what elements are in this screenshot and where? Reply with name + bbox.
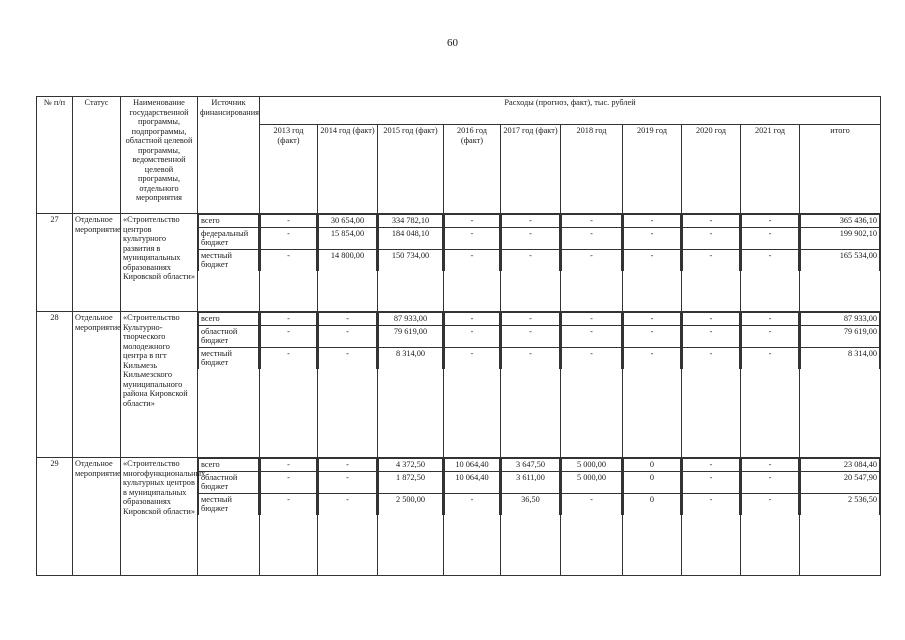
value-cell: 20 547,90 — [801, 471, 880, 493]
table-row — [37, 312, 881, 458]
value-cell: - — [261, 493, 317, 515]
value-cell: 0 — [624, 471, 681, 493]
row-status: Отдельное мероприятие — [73, 458, 121, 576]
value-cell: - — [445, 227, 500, 249]
source-label: областной бюджет — [199, 325, 259, 347]
row-values — [682, 214, 741, 312]
value-cell: 2 536,50 — [801, 493, 880, 515]
row-values — [682, 458, 741, 576]
row-values — [682, 312, 741, 458]
header-year: 2014 год (факт) — [318, 125, 378, 214]
value-cell: 79 619,00 — [801, 325, 880, 347]
value-cell: - — [683, 347, 740, 369]
row-values — [561, 458, 623, 576]
row-sources — [198, 214, 260, 312]
value-cell: - — [502, 249, 560, 271]
source-label: всего — [199, 459, 259, 472]
source-label: федеральный бюджет — [199, 227, 259, 249]
header-status: Статус — [73, 97, 121, 214]
value-cell: - — [261, 227, 317, 249]
row-values — [318, 312, 378, 458]
value-cell: 5 000,00 — [562, 471, 622, 493]
row-num: 28 — [37, 312, 73, 458]
row-values — [260, 214, 318, 312]
value-cell: - — [319, 313, 377, 326]
value-cell: - — [742, 227, 799, 249]
row-values — [800, 312, 881, 458]
value-cell: - — [742, 347, 799, 369]
value-cell: - — [502, 347, 560, 369]
value-cell: 3 647,50 — [502, 459, 560, 472]
value-cell: - — [445, 313, 500, 326]
value-cell: - — [742, 471, 799, 493]
value-cell: - — [742, 215, 799, 228]
value-cell: - — [261, 459, 317, 472]
value-cell: 0 — [624, 459, 681, 472]
value-cell: 8 314,00 — [379, 347, 443, 369]
value-cell: - — [502, 215, 560, 228]
header-expenses: Расходы (прогноз, факт), тыс. рублей — [260, 97, 881, 125]
header-name: Наименование государственной программы, подпрограммы, областной целевой программы, ведомственной целевой программы, отдельного мероприятия — [121, 97, 198, 214]
value-cell: - — [562, 227, 622, 249]
row-values — [623, 458, 682, 576]
row-values — [741, 312, 800, 458]
value-cell: 1 872,50 — [379, 471, 443, 493]
value-cell: - — [624, 215, 681, 228]
source-label: областной бюджет — [199, 471, 259, 493]
value-cell: - — [319, 459, 377, 472]
header-year: 2019 год — [623, 125, 682, 214]
header-year: 2013 год (факт) — [260, 125, 318, 214]
value-cell: - — [562, 215, 622, 228]
row-values — [501, 458, 561, 576]
value-cell: 3 611,00 — [502, 471, 560, 493]
row-name: «Строительство многофункциональных культурных центров в муниципальных образованиях Кировской области» — [121, 458, 198, 576]
row-values — [741, 214, 800, 312]
header-num: № п/п — [37, 97, 73, 214]
value-cell: 199 902,10 — [801, 227, 880, 249]
value-cell: - — [562, 313, 622, 326]
value-cell: 0 — [624, 493, 681, 515]
table-row — [37, 458, 881, 576]
value-cell: - — [624, 347, 681, 369]
value-cell: 184 048,10 — [379, 227, 443, 249]
value-cell: - — [502, 227, 560, 249]
value-cell: 30 654,00 — [319, 215, 377, 228]
value-cell: 10 064,40 — [445, 471, 500, 493]
value-cell: - — [261, 313, 317, 326]
value-cell: - — [683, 249, 740, 271]
value-cell: - — [742, 325, 799, 347]
row-values — [444, 312, 501, 458]
value-cell: - — [502, 313, 560, 326]
value-cell: - — [683, 459, 740, 472]
value-cell: 150 734,00 — [379, 249, 443, 271]
header-year: 2017 год (факт) — [501, 125, 561, 214]
row-values — [378, 214, 444, 312]
value-cell: 36,50 — [502, 493, 560, 515]
expenses-table — [36, 96, 881, 576]
value-cell: 14 800,00 — [319, 249, 377, 271]
row-name: «Строительство Культурно-творческого молодежного центра в пгт Кильмезь Кильмезского муниципального района Кировской области» — [121, 312, 198, 458]
value-cell: - — [562, 493, 622, 515]
value-cell: - — [319, 471, 377, 493]
value-cell: - — [683, 471, 740, 493]
value-cell: - — [683, 227, 740, 249]
value-cell: - — [624, 227, 681, 249]
row-values — [444, 458, 501, 576]
value-cell: - — [742, 459, 799, 472]
row-values — [318, 458, 378, 576]
value-cell: - — [683, 493, 740, 515]
row-values — [378, 312, 444, 458]
value-cell: - — [261, 471, 317, 493]
value-cell: 10 064,40 — [445, 459, 500, 472]
header-row — [37, 97, 881, 125]
source-label: местный бюджет — [199, 249, 259, 271]
value-cell: - — [261, 325, 317, 347]
row-values — [260, 312, 318, 458]
value-cell: - — [445, 347, 500, 369]
value-cell: - — [683, 215, 740, 228]
value-cell: - — [261, 347, 317, 369]
header-year: 2015 год (факт) — [378, 125, 444, 214]
source-label: всего — [199, 215, 259, 228]
row-values — [501, 214, 561, 312]
row-num: 29 — [37, 458, 73, 576]
value-cell: - — [445, 215, 500, 228]
value-cell: - — [624, 249, 681, 271]
table-body — [37, 97, 881, 576]
value-cell: - — [445, 493, 500, 515]
value-cell: - — [742, 313, 799, 326]
value-cell: - — [742, 493, 799, 515]
row-values — [318, 214, 378, 312]
row-name: «Строительство центров культурного развития в муниципальных образованиях Кировской области» — [121, 214, 198, 312]
row-values — [561, 214, 623, 312]
row-status: Отдельное мероприятие — [73, 312, 121, 458]
value-cell: - — [445, 325, 500, 347]
value-cell: 23 084,40 — [801, 459, 880, 472]
source-label: местный бюджет — [199, 493, 259, 515]
row-values — [623, 312, 682, 458]
row-values — [800, 214, 881, 312]
row-num: 27 — [37, 214, 73, 312]
value-cell: - — [562, 249, 622, 271]
value-cell: - — [319, 347, 377, 369]
row-values — [501, 312, 561, 458]
source-label: местный бюджет — [199, 347, 259, 369]
value-cell: - — [261, 249, 317, 271]
value-cell: 5 000,00 — [562, 459, 622, 472]
value-cell: - — [624, 313, 681, 326]
value-cell: 8 314,00 — [801, 347, 880, 369]
value-cell: - — [562, 325, 622, 347]
value-cell: - — [261, 215, 317, 228]
value-cell: - — [319, 493, 377, 515]
page-number: 60 — [447, 37, 458, 49]
row-values — [444, 214, 501, 312]
row-values — [623, 214, 682, 312]
row-values — [561, 312, 623, 458]
value-cell: - — [683, 325, 740, 347]
value-cell: 334 782,10 — [379, 215, 443, 228]
row-values — [741, 458, 800, 576]
row-values — [800, 458, 881, 576]
value-cell: 87 933,00 — [379, 313, 443, 326]
header-year: 2021 год — [741, 125, 800, 214]
value-cell: - — [562, 347, 622, 369]
value-cell: 87 933,00 — [801, 313, 880, 326]
header-year: итого — [800, 125, 881, 214]
value-cell: - — [502, 325, 560, 347]
value-cell: 79 619,00 — [379, 325, 443, 347]
value-cell: 165 534,00 — [801, 249, 880, 271]
value-cell: - — [319, 325, 377, 347]
value-cell: 15 854,00 — [319, 227, 377, 249]
row-values — [378, 458, 444, 576]
value-cell: 365 436,10 — [801, 215, 880, 228]
row-status: Отдельное мероприятие — [73, 214, 121, 312]
header-year: 2020 год — [682, 125, 741, 214]
table-row — [37, 214, 881, 312]
value-cell: - — [683, 313, 740, 326]
header-year: 2018 год — [561, 125, 623, 214]
row-sources — [198, 458, 260, 576]
value-cell: 4 372,50 — [379, 459, 443, 472]
value-cell: - — [742, 249, 799, 271]
value-cell: - — [445, 249, 500, 271]
row-sources — [198, 312, 260, 458]
source-label: всего — [199, 313, 259, 326]
value-cell: 2 500,00 — [379, 493, 443, 515]
row-values — [260, 458, 318, 576]
value-cell: - — [624, 325, 681, 347]
header-source: Источник финансирования — [198, 97, 260, 214]
header-year: 2016 год (факт) — [444, 125, 501, 214]
